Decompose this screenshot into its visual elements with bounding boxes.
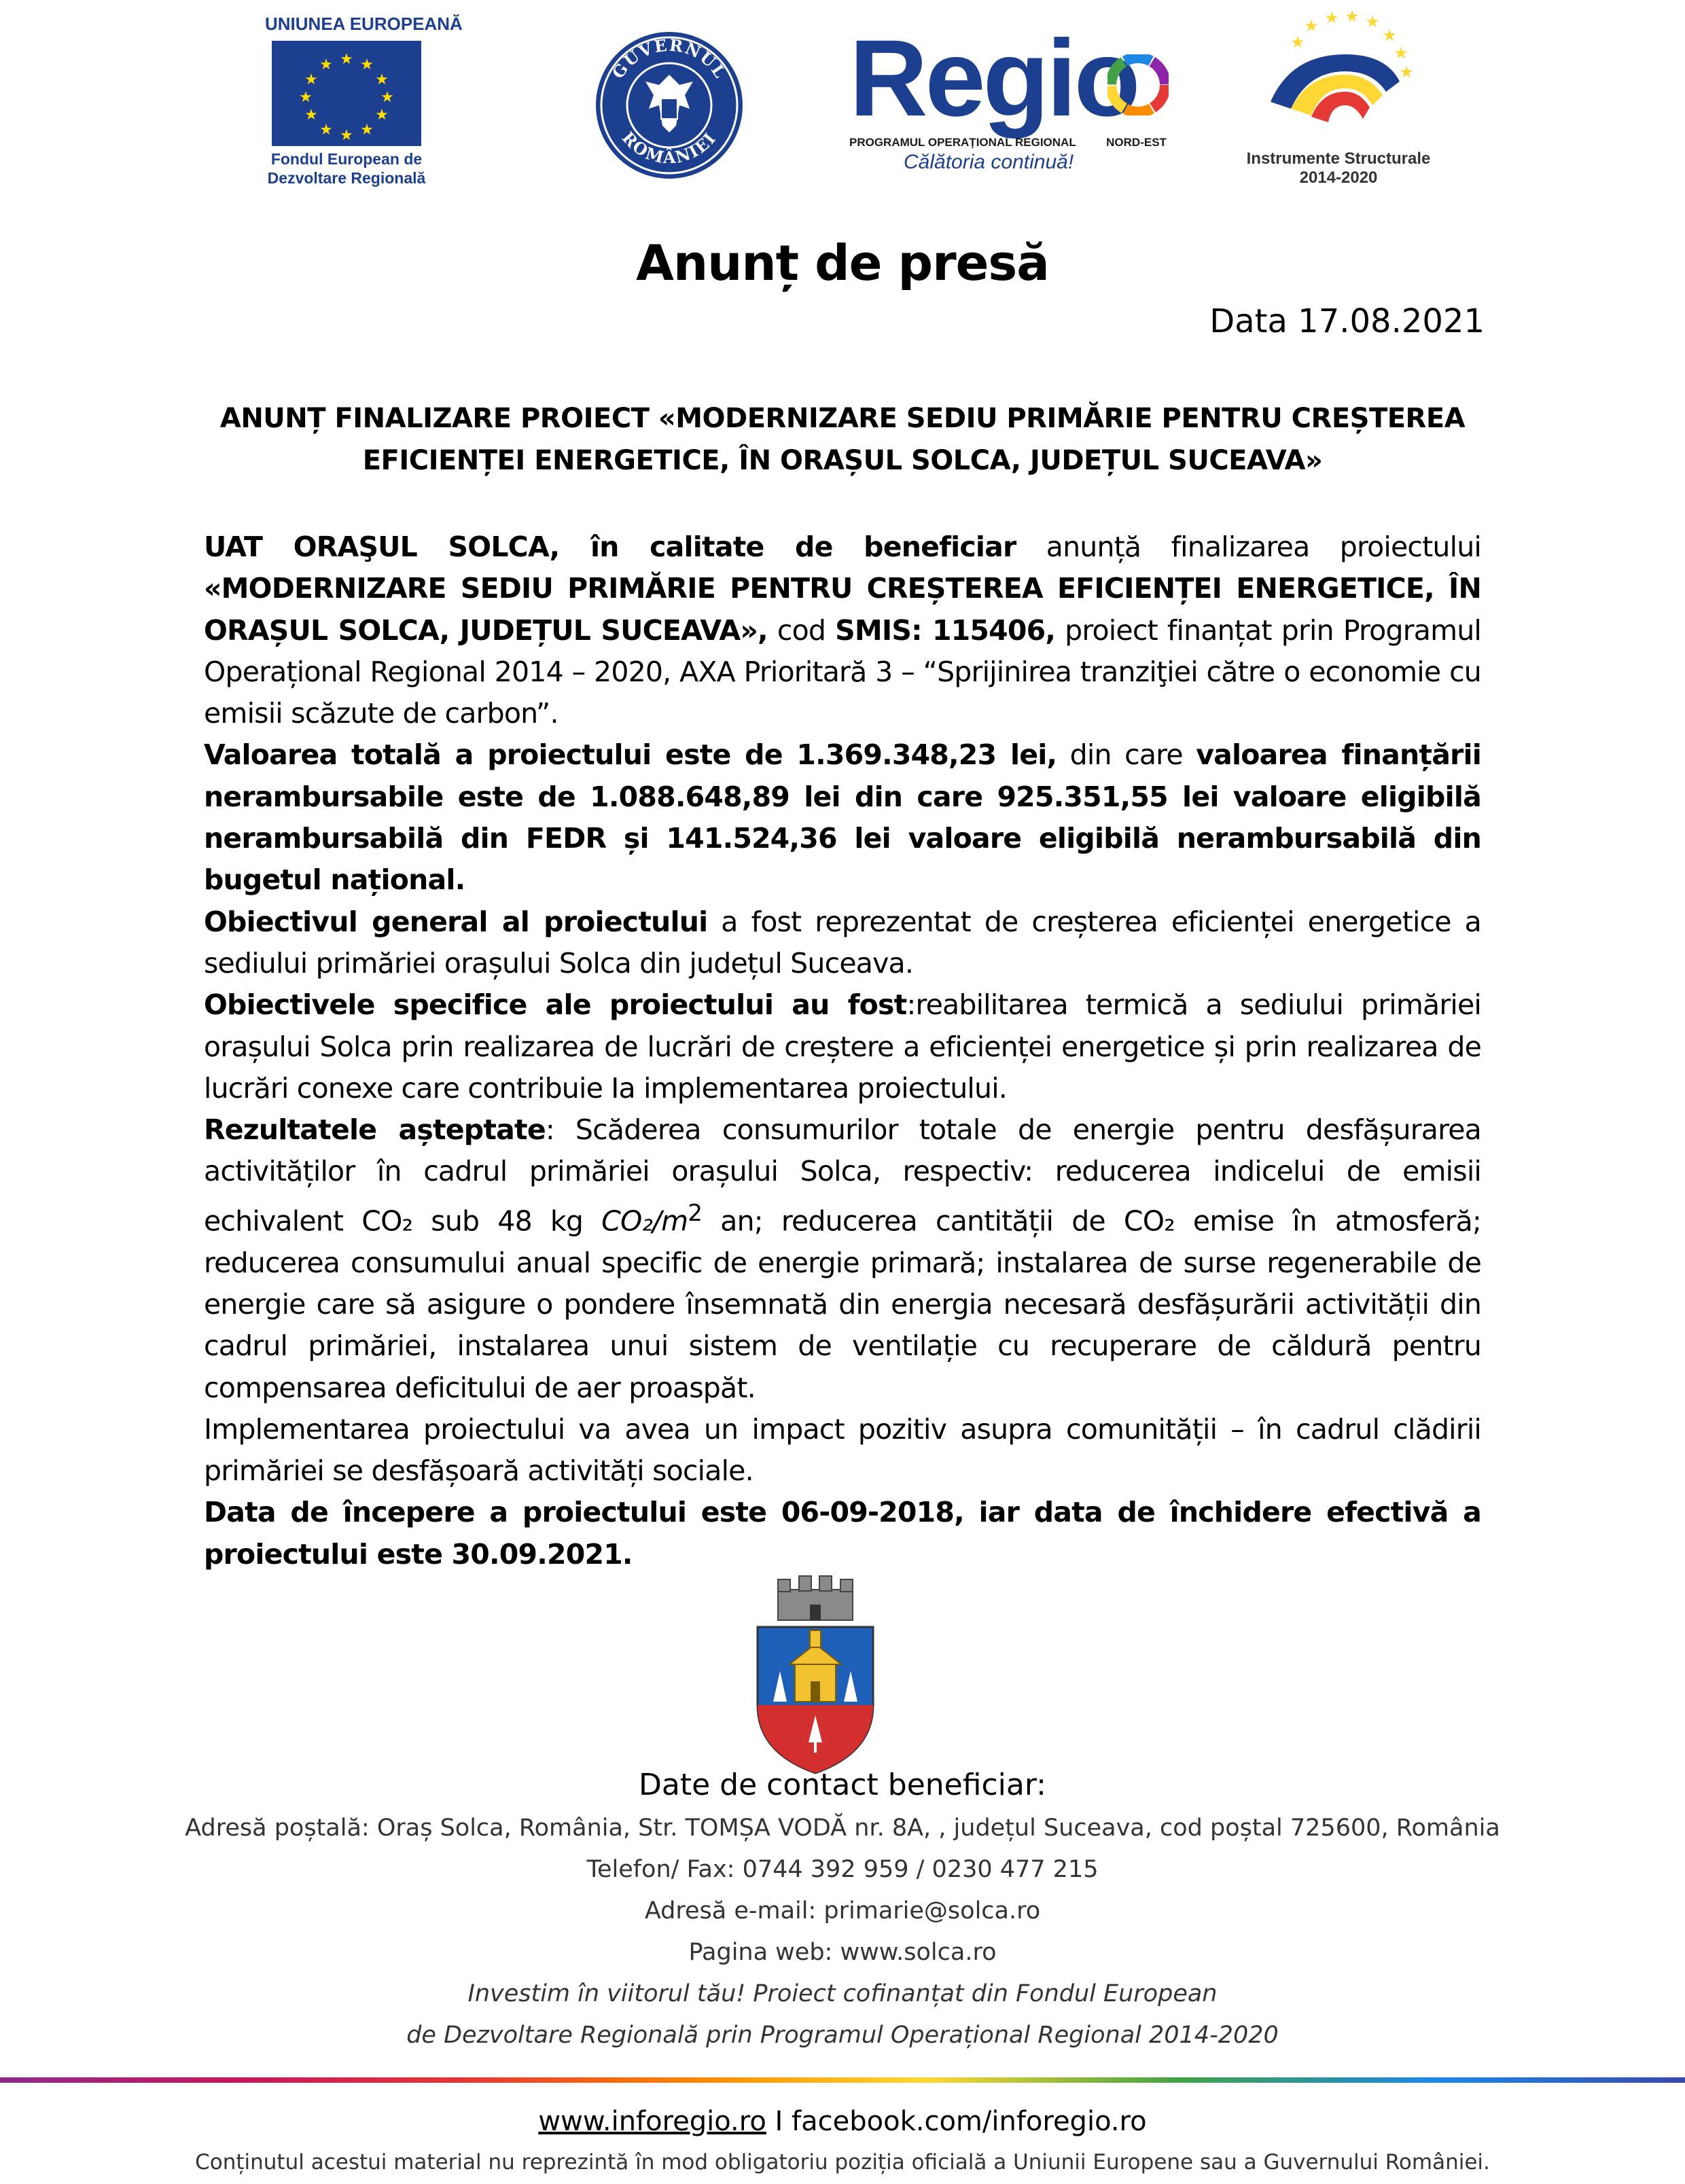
solca-coat-of-arms-icon xyxy=(747,1569,883,1780)
funding-value: valoarea finanțării nerambursabile este de 1.088.648,89 lei din care 925.351,55 lei valoare eligibilă nerambursabilă din FEDR și 141.524,36 lei valoare eligibilă nerambursabilă din bugetul național. xyxy=(204,738,1481,897)
p2-text-1: din care xyxy=(1057,738,1196,772)
eu-caption-line-1: Fondul European de xyxy=(270,150,423,168)
document-title: Anunț de presă xyxy=(636,234,1049,291)
regio-word-text: Regio xyxy=(849,17,1138,139)
contact-web: Pagina web: www.solca.ro xyxy=(688,1939,997,1966)
svg-text:GUVERNUL: GUVERNUL xyxy=(607,35,731,83)
paragraph-impact: Implementarea proiectului va avea un impact pozitiv asupra comunității – în cadrul clădirii primăriei se desfășoară activități sociale. xyxy=(204,1412,1481,1488)
beneficiary-name: UAT ORAŞUL SOLCA, în calitate de beneficiar xyxy=(204,531,1016,563)
eu-logo-title: UNIUNEA EUROPEANĂ xyxy=(265,14,463,34)
smis-code: SMIS: 115406, xyxy=(835,613,1056,647)
general-objective-text: a fost reprezentat de creșterea eficienței energetice a sediului primăriei orașului Solca din județul Suceava. xyxy=(204,905,1481,980)
svg-text:★: ★ xyxy=(1345,7,1360,26)
inforegio-link[interactable]: www.inforegio.ro xyxy=(538,2106,766,2137)
results-text-1: : Scăderea consumurilor totale de energie pentru desfășurarea activităților în cadrul primăriei orașului Solca, respectiv: reducerea indicelui de emisii echivalent CO₂ sub 48 kg xyxy=(204,1113,1481,1238)
project-name: «MODERNIZARE SEDIU PRIMĂRIE PENTRU CREȘTEREA EFICIENȚEI ENERGETICE, ÎN ORAȘUL SOLCA, JUDEȚUL SUCEAVA», xyxy=(204,572,1481,647)
regio-region: NORD-EST xyxy=(1106,136,1167,149)
total-value: Valoarea totală a proiectului este de 1.369.348,23 lei, xyxy=(204,738,1057,772)
eu-logo-caption xyxy=(258,149,435,187)
rainbow-divider xyxy=(0,2077,1685,2083)
document-body xyxy=(204,526,1481,1575)
p1-text-3: proiect finanțat prin Programul Operațional Regional 2014 – 2020, AXA Prioritară 3 – “Sprijinirea tranziţiei către o economie cu emisii scăzute de carbon”. xyxy=(204,613,1481,730)
is-caption-line-1: Instrumente Structurale xyxy=(1246,149,1431,168)
svg-text:★: ★ xyxy=(319,122,333,139)
heading-line-2: EFICIENȚEI ENERGETICE, ÎN ORAȘUL SOLCA, JUDEȚUL SUCEAVA» xyxy=(362,445,1323,476)
paragraph-value xyxy=(204,734,1481,901)
svg-text:★: ★ xyxy=(319,56,333,73)
svg-text:★: ★ xyxy=(1399,62,1414,82)
structural-instruments-logo xyxy=(1243,7,1434,190)
footer-disclaimer: Conținutul acestui material nu reprezintă în mod obligatoriu poziția oficială a Uniunii Europene sau a Guvernului României. xyxy=(195,2150,1490,2174)
svg-text:★: ★ xyxy=(340,51,353,68)
footer-separator: I xyxy=(766,2106,792,2137)
svg-text:★: ★ xyxy=(1324,8,1339,27)
government-logo xyxy=(591,27,747,183)
svg-text:★: ★ xyxy=(360,56,374,73)
eu-logo xyxy=(265,14,463,187)
specific-objectives-text: :reabilitarea termică a sediului primăriei orașului Solca prin realizarea de lucrări de creștere a eficienței energetice și prin realizarea de lucrări conexe care contribuie Ia implementarea proiectului. xyxy=(204,988,1481,1105)
regio-slogan: Călătoria continuă! xyxy=(904,151,1074,173)
results-label: Rezultatele așteptate xyxy=(204,1113,546,1147)
structural-instruments-caption xyxy=(1237,149,1440,187)
svg-text:★: ★ xyxy=(340,127,353,144)
contact-email: Adresă e-mail: primarie@solca.ro xyxy=(644,1897,1041,1925)
svg-text:★: ★ xyxy=(360,122,374,139)
svg-text:★: ★ xyxy=(299,89,313,106)
cofinancing-line-1: Investim în viitorul tău! Proiect cofinanțat din Fondul European xyxy=(467,1980,1218,2007)
svg-text:★: ★ xyxy=(1365,12,1380,31)
document-date: Data 17.08.2021 xyxy=(1209,302,1485,340)
contact-title: Date de contact beneficiar: xyxy=(639,1768,1046,1802)
end-date: , iar data de închidere efectivă a proiectului este 30.09.2021. xyxy=(204,1496,1481,1571)
paragraph-beneficiary xyxy=(204,526,1481,734)
regio-program: PROGRAMUL OPERAȚIONAL REGIONAL xyxy=(849,136,1076,149)
document-heading xyxy=(204,397,1481,482)
footer-links xyxy=(0,2106,1685,2137)
svg-text:★: ★ xyxy=(1394,43,1408,62)
eu-flag-icon xyxy=(272,41,421,146)
start-date: Data de începere a proiectului este 06-09-2018 xyxy=(204,1496,955,1529)
eu-caption-line-2: Dezvoltare Regională xyxy=(267,169,426,187)
svg-text:★: ★ xyxy=(380,89,394,106)
p1-text-2: cod xyxy=(767,613,836,647)
is-caption-line-2: 2014-2020 xyxy=(1299,168,1378,187)
results-text-2: an; reducerea cantității de CO₂ emise în atmosferă; reducerea consumului anual specific de energie primară; instalarea de surse regenerabile de energie care să asigure o pondere însemnată din energia necesară desfășurării activității din cadrul primăriei, instalarea unui sistem de ventilație cu recuperare de căldură pentru compensarea deficitului de aer proaspăt. xyxy=(204,1204,1481,1404)
cofinancing-line-2: de Dezvoltare Regională prin Programul Operațional Regional 2014-2020 xyxy=(406,2022,1279,2049)
contact-address: Adresă poștală: Oraș Solca, România, Str. TOMȘA VODĂ nr. 8A, , județul Suceava, cod poștal 725600, România xyxy=(185,1814,1500,1842)
regio-program-line xyxy=(849,136,1167,149)
general-objective-label: Obiectivul general al proiectului xyxy=(204,905,708,938)
results-unit: CO₂/m xyxy=(601,1204,688,1238)
svg-text:★: ★ xyxy=(1290,33,1305,52)
svg-text:★: ★ xyxy=(304,107,318,124)
regio-logo xyxy=(849,17,1169,173)
svg-text:★: ★ xyxy=(304,71,318,88)
facebook-link[interactable]: facebook.com/inforegio.ro xyxy=(792,2106,1147,2137)
svg-text:★: ★ xyxy=(375,107,389,124)
paragraph-results xyxy=(204,1109,1481,1409)
government-seal-icon xyxy=(591,27,747,183)
regio-color-wheel-icon xyxy=(1107,54,1169,115)
heading-line-1: ANUNȚ FINALIZARE PROIECT «MODERNIZARE SEDIU PRIMĂRIE PENTRU CREȘTEREA xyxy=(219,403,1466,434)
paragraph-general-objective xyxy=(204,901,1481,985)
svg-text:★: ★ xyxy=(1382,26,1397,45)
svg-text:★: ★ xyxy=(1304,16,1319,35)
regio-wordmark xyxy=(849,17,1138,139)
contact-section xyxy=(0,1763,1685,2056)
paragraph-dates xyxy=(204,1492,1481,1575)
results-unit-exponent: 2 xyxy=(688,1199,703,1227)
contact-phone: Telefon/ Fax: 0744 392 959 / 0230 477 215 xyxy=(586,1856,1099,1883)
svg-text:ROMÂNIEI: ROMÂNIEI xyxy=(618,128,721,168)
paragraph-specific-objectives xyxy=(204,984,1481,1109)
svg-text:★: ★ xyxy=(375,71,389,88)
p1-text-1: anunță finalizarea proiectului xyxy=(1016,531,1481,563)
structural-instruments-icon xyxy=(1243,7,1434,149)
specific-objectives-label: Obiectivele specifice ale proiectului au fost xyxy=(204,988,907,1022)
